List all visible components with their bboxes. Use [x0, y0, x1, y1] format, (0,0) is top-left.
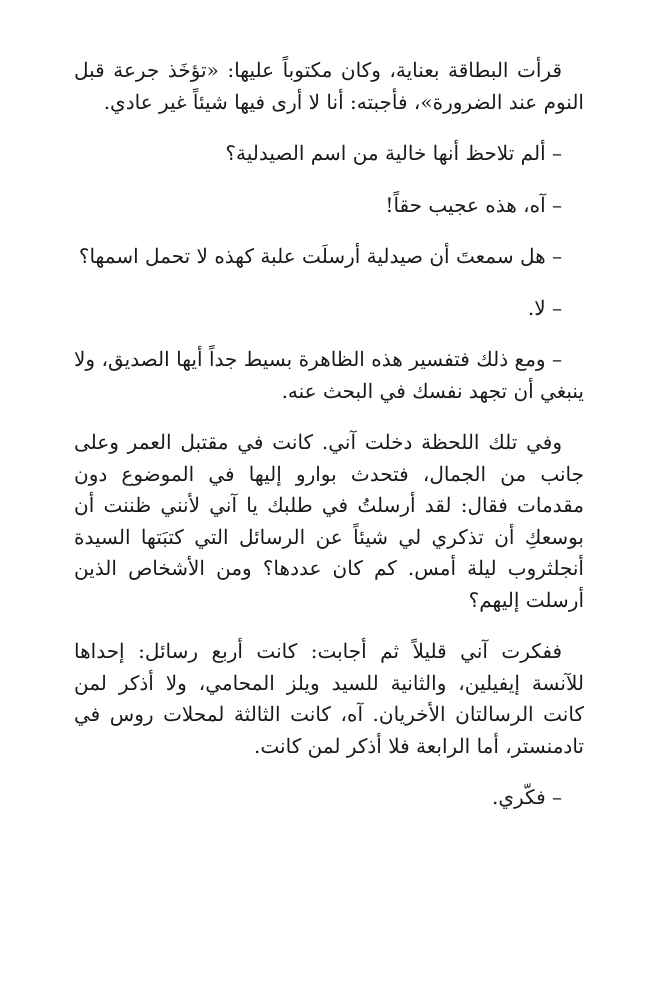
dialogue-line-strange: – آه، هذه عجيب حقاً! [385, 192, 562, 217]
narration-paragraph-annie-enters: وفي تلك اللحظة دخلت آني. كانت في مقتبل العمر وعلى جانب من الجمال، فتحدث بوارو إليها في الموضوع دون مقدمات فقال: لقد أرسلتُ في طلبك يا آني لأنني ظننت أن بوسعكِ أن تذكري لي شيئاً عن الرسائل التي كتبَتها السيدة أنجلثروب ليلة أمس. كم كان عددها؟ ومن الأشخاص الذين أرسلت إليهم؟ [74, 430, 584, 612]
narration-paragraph-four-letters: ففكرت آني قليلاً ثم أجابت: كانت أربع رسائل: إحداها للآنسة إيفيلين، والثانية للسيد ويلز المحامي، ولا أذكر لمن كانت الرسالتان الأخريان. آه، كانت الثالثة لمحلات روس في تادمنستر، أما الرابعة فلا أذكر لمن كانت. [74, 639, 584, 758]
book-page-text [74, 55, 584, 814]
dialogue-line-think: – فكّري. [491, 785, 562, 809]
dialogue-line-explanation: – ومع ذلك فتفسير هذه الظاهرة بسيط جداً أيها الصديق، ولا ينبغي أن تجهد نفسك في البحث عنه. [74, 347, 584, 403]
dialogue-line-pharmacy-box: – هل سمعتَ أن صيدلية أرسلَت علبة كهذه لا تحمل اسمها؟ [78, 244, 562, 268]
narration-paragraph-card-reading: قرأت البطاقة بعناية، وكان مكتوباً عليها: «تؤخَذ جرعة قبل النوم عند الضرورة»، فأجبته: أنا لا أرى فيها شيئاً غير عادي. [74, 58, 584, 114]
dialogue-line-pharmacy-name: – ألم تلاحظ أنها خالية من اسم الصيدلية؟ [225, 141, 562, 165]
dialogue-line-no: – لا. [527, 295, 562, 320]
